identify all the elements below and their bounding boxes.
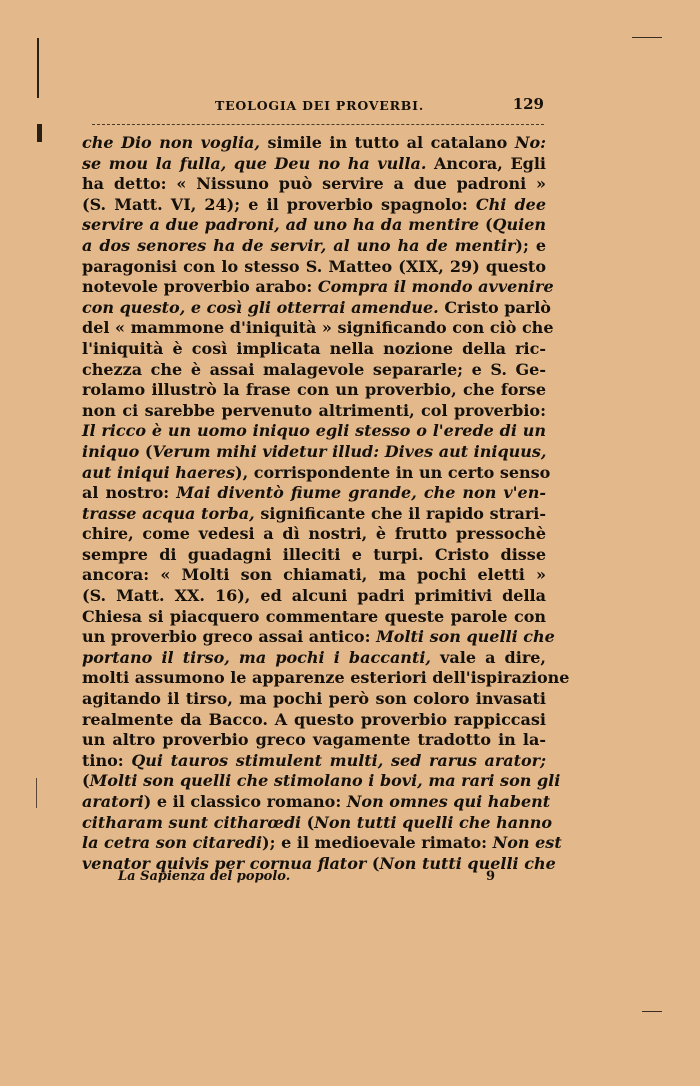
signature-mark: La Sapienza del popolo. [118,869,291,884]
text-line [82,462,551,484]
italic-segment: venator quivis per cornua flator [82,853,367,873]
running-title: TEOLOGIA DEI PROVERBI. [215,98,424,113]
italic-segment: portano il tirso, ma pochi i baccanti, [82,647,431,667]
text-segment: ancora: « Molti son chiamati, ma pochi eletti » [82,565,546,585]
text-line [82,565,546,586]
text-segment: al nostro: [82,483,177,503]
italic-segment: aut iniqui haeres [82,462,236,482]
text-segment: chezza che è assai malagevole separarle; e S. Ge- [82,359,546,379]
text-line [82,730,546,751]
text-line [82,339,546,360]
text-segment: agitando il tirso, ma pochi però son coloro invasati [82,689,546,709]
italic-segment: Molti son quelli che [376,627,555,647]
text-segment: vale a dire, [430,647,546,667]
text-segment: l'iniquità è così implicata nella nozione della ric- [82,338,546,358]
text-segment: ); e [515,235,546,255]
text-segment: un altro proverbio greco vagamente tradotto in la- [82,730,546,750]
body-text [82,133,570,874]
italic-segment: Non omnes qui habent [346,792,551,811]
italic-segment: Molti son quelli che stimolano i bovi, ma rari son gli [89,771,561,791]
text-line [82,215,546,236]
text-segment: simile in tutto al catalano [259,133,515,152]
italic-segment: servire a due padroni, ad uno ha da mentire [82,215,480,235]
text-segment: del « mammone d'iniquità » significando con ciò che [82,318,554,338]
italic-segment: citharam sunt citharœdi [82,812,302,832]
italic-segment: aratori [82,792,144,811]
text-line [82,257,546,278]
italic-segment: Compra il mondo avvenire [317,277,554,297]
page-header [82,95,546,119]
text-line [82,297,551,319]
italic-segment: Non tutti quelli che hanno [314,812,553,832]
text-line [82,607,546,628]
text-line [82,710,546,731]
margin-rule [37,38,39,98]
page-number: 129 [512,95,544,113]
text-line [82,174,546,195]
italic-segment: a dos senores ha de servir, al uno ha de mentir [82,235,516,255]
text-segment: un proverbio greco assai antico: [82,627,377,647]
italic-segment: Mai diventò fiume grande, che non v'en- [176,483,546,503]
italic-segment: Qui tauros stimulent multi, sed rarus arator; [131,750,547,770]
text-line [82,277,554,298]
text-segment: ( [301,812,315,832]
text-line [82,421,546,442]
text-segment: Ancora, Egli [426,153,546,173]
text-segment: ha detto: « Nissuno può servire a due padroni » [82,174,546,194]
text-line [82,668,570,689]
text-line [82,195,546,216]
text-line [82,751,546,772]
italic-segment: Il ricco è un uomo iniquo egli stesso o l'erede di un [82,421,546,441]
italic-segment: Non est [492,833,562,853]
text-line [82,236,546,257]
text-segment: ) e il classico romano: [143,792,347,811]
text-segment: ); e il medioevale rimato: [262,833,493,853]
text-line [82,586,546,607]
margin-notch [37,124,42,142]
italic-segment: Chi dee [475,194,546,214]
text-line [82,627,555,648]
italic-segment: No: [514,133,547,152]
italic-segment: con questo, e così gli otterrai amendue. [82,297,439,317]
text-line [82,133,546,154]
text-segment: tino: [82,750,132,770]
text-line [82,154,546,175]
text-line [82,792,551,813]
margin-mark-top [632,37,662,38]
text-segment: molti assumono le apparenze esteriori dell'ispirazione [82,668,570,688]
text-segment: realmente da Bacco. A questo proverbio rappiccasi [82,709,546,729]
text-segment: rolamo illustrò la frase con un proverbio, che forse [82,380,546,400]
text-segment: notevole proverbio arabo: [82,277,318,297]
signature-number: 9 [486,869,496,884]
text-line [82,833,562,854]
text-line [82,524,546,545]
text-line [82,689,546,710]
text-segment: significante che il rapido strari- [254,503,546,523]
text-segment: chire, come vedesi a dì nostri, è frutto pressochè [82,524,546,544]
text-line [82,401,546,422]
italic-segment: Verum mihi videtur illud: Dives aut iniquus, [152,441,547,461]
text-line [82,318,554,339]
text-segment: (S. Matt. XX. 16), ed alcuni padri primitivi della [82,586,546,606]
italic-segment: Quien [492,215,547,235]
italic-segment: iniquo [82,441,140,461]
margin-rule-lower [36,778,37,808]
text-segment: (S. Matt. VI, 24); e il proverbio spagnolo: [82,194,476,214]
text-segment: ( [366,853,380,873]
text-line [82,504,546,525]
text-segment: paragonisi con lo stesso S. Matteo (XIX, 29) questo [82,256,546,276]
margin-mark-bottom [642,1011,662,1012]
text-segment: Chiesa si piacquero commentare queste parole con [82,606,546,626]
italic-segment: se mou la fulla, que Deu no ha vulla. [82,153,427,173]
text-segment: Cristo parlò [438,297,551,317]
text-segment: ( [82,771,90,791]
text-segment: ( [479,215,493,235]
text-line [82,483,546,504]
header-rule [92,124,544,125]
page-footer [118,869,498,889]
text-segment: non ci sarebbe pervenuto altrimenti, col proverbio: [82,400,546,420]
italic-segment: la cetra son citaredi [82,833,263,853]
text-line [82,771,561,792]
text-line [82,545,546,566]
text-line [82,380,546,401]
text-line [82,442,546,463]
text-line [82,360,546,381]
text-segment: ( [139,441,153,461]
italic-segment: che Dio non voglia, [82,133,260,152]
text-line [82,648,546,669]
text-segment: ), corrispondente in un certo senso [235,462,551,482]
italic-segment: Non tutti quelli che [379,853,556,873]
italic-segment: trasse acqua torba, [82,503,255,523]
text-line [82,812,553,834]
text-segment: sempre di guadagni illeciti e turpi. Cristo disse [82,544,546,564]
